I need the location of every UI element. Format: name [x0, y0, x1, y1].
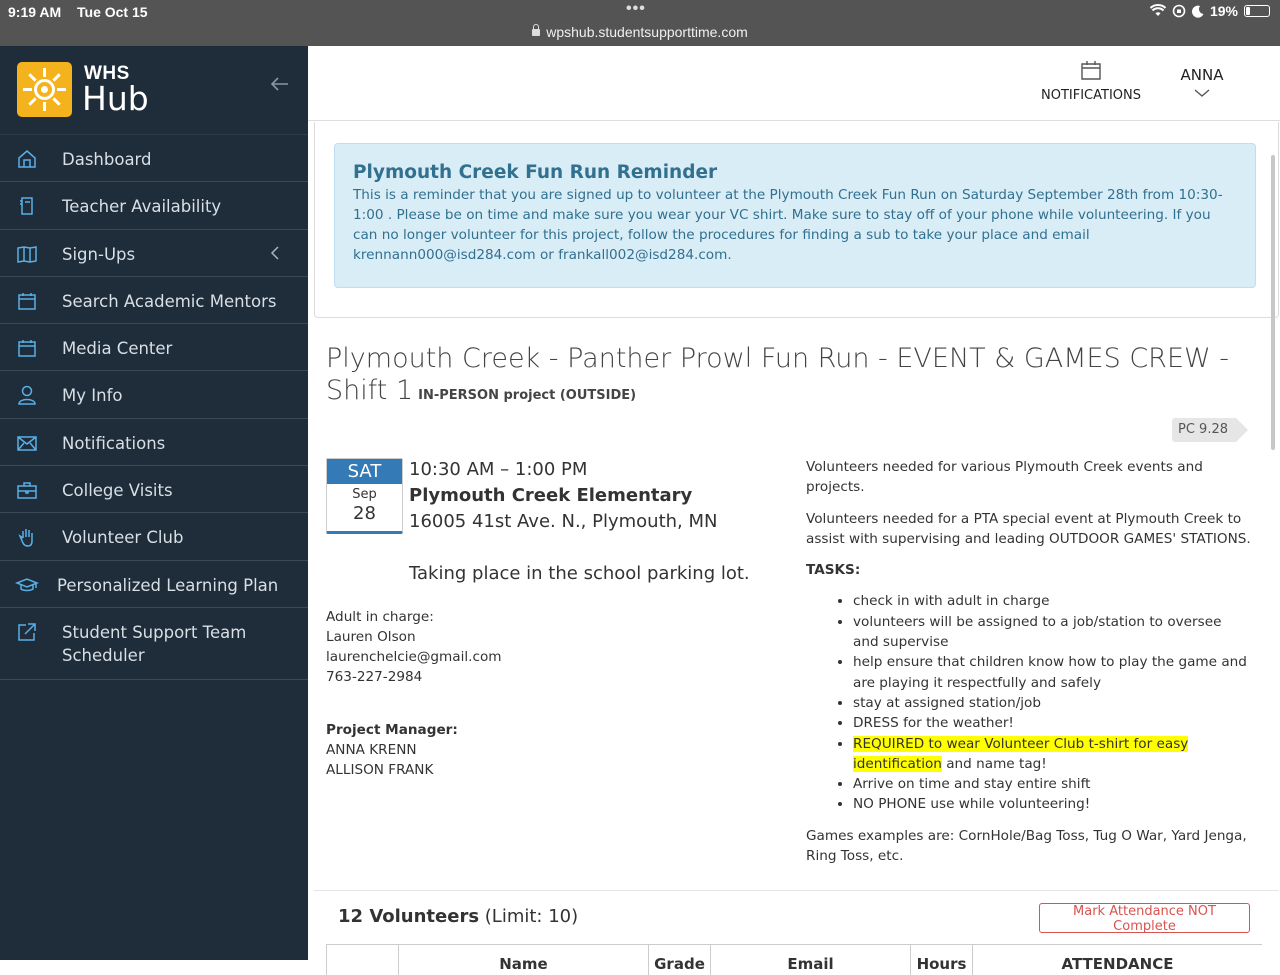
event-tag[interactable]: PC 9.28 [1172, 418, 1236, 442]
adult-in-charge [326, 607, 502, 687]
sidebar-item-label: Dashboard [62, 150, 152, 169]
project-manager [326, 720, 458, 780]
sun-logo-icon[interactable] [17, 62, 72, 117]
notifications-button[interactable] [1041, 60, 1141, 103]
volunteers-table [326, 944, 1262, 973]
sidebar-item-label: My Info [62, 386, 123, 406]
status-bar [0, 0, 1280, 46]
user-name: ANNA [1180, 66, 1224, 84]
event-title: Plymouth Creek - Panther Prowl Fun Run - EVENT & GAMES CREW - Shift 1 [326, 343, 1230, 406]
date-badge-month: Sep [352, 487, 377, 502]
chevron-down-icon[interactable] [1193, 87, 1211, 99]
envelope-icon [16, 432, 38, 454]
mark-attendance-button[interactable]: Mark Attendance NOT Complete [1039, 903, 1250, 933]
user-menu[interactable] [1178, 66, 1226, 103]
sidebar-item-label: College Visits [62, 481, 173, 501]
date-badge-day: SAT [327, 459, 402, 484]
document-icon [16, 195, 38, 217]
task-item [853, 734, 1251, 775]
event-location: Plymouth Creek Elementary [409, 485, 693, 506]
sidebar-item-label: Sign-Ups [62, 244, 136, 264]
sidebar-item-label: Personalized Learning Plan [57, 575, 279, 595]
hand-icon [16, 526, 38, 548]
briefcase-icon [16, 479, 38, 501]
column-header [327, 945, 399, 975]
event-description [806, 457, 1251, 877]
multitask-dots-icon[interactable]: ••• [626, 0, 646, 17]
tasks-heading: TASKS: [806, 562, 861, 579]
column-header[interactable]: Email [711, 945, 911, 975]
collapse-sidebar-arrow-icon[interactable] [268, 72, 292, 96]
brand-name-bottom: Hub [82, 79, 149, 118]
date-badge-date: 28 [353, 503, 376, 524]
task-item: • Arrive on time and stay entire shift [853, 774, 1251, 794]
book-icon [16, 243, 38, 265]
clock-time: 9:19 AM [8, 4, 62, 20]
adult-name: Lauren Olson [326, 629, 416, 645]
highlighted-task-text: REQUIRED to wear Volunteer Club t-shirt for easy identification [853, 735, 1189, 772]
scrollbar[interactable] [1271, 155, 1275, 450]
tasks-list [853, 591, 1251, 814]
sidebar-item-label: Notifications [62, 433, 166, 453]
address-bar[interactable] [0, 24, 1280, 40]
sidebar-item-notifications[interactable] [0, 419, 308, 466]
sidebar-item-dashboard[interactable] [0, 135, 308, 182]
alert-card [314, 122, 1279, 318]
alert-title: Plymouth Creek Fun Run Reminder [353, 162, 718, 183]
description-paragraph: Volunteers needed for a PTA special event at Plymouth Creek to assist with supervising and leading OUTDOOR GAMES' STATIONS. [806, 510, 1251, 547]
lock-icon [532, 29, 540, 36]
sidebar-nav [0, 135, 308, 680]
games-examples: Games examples are: CornHole/Bag Toss, Tug O War, Yard Jenga, Ring Toss, etc. [806, 827, 1247, 865]
sidebar-item-label: Student Support Team Scheduler [62, 622, 247, 665]
calendar-icon [16, 290, 38, 312]
user-icon [16, 384, 38, 406]
sidebar-item-volunteer-club[interactable] [0, 513, 308, 560]
reminder-alert [334, 143, 1256, 288]
event-title-block [326, 343, 1271, 407]
sidebar-item-sign-ups[interactable] [0, 230, 308, 277]
task-text: and name tag! [941, 755, 1047, 772]
task-item: • stay at assigned station/job [853, 693, 1251, 713]
sidebar-item-label: Teacher Availability [62, 197, 222, 217]
battery-percent: 19% [1209, 3, 1238, 19]
event-time: 10:30 AM – 1:00 PM [409, 459, 588, 480]
external-link-icon [16, 621, 38, 643]
moon-icon [1192, 5, 1204, 18]
chevron-left-icon[interactable] [269, 244, 281, 262]
column-header[interactable]: ATTENDANCE [973, 945, 1263, 975]
sidebar-item-teacher-availability[interactable] [0, 182, 308, 229]
adult-phone: 763-227-2984 [326, 669, 423, 685]
calendar-icon [1080, 60, 1102, 80]
pm-label: Project Manager: [326, 722, 458, 738]
home-icon [16, 148, 38, 170]
url-text: wpshub.studentsupporttime.com [546, 24, 748, 40]
event-address: 16005 41st Ave. N., Plymouth, MN [409, 511, 718, 532]
top-header [308, 46, 1280, 121]
column-header[interactable]: Grade [649, 945, 711, 975]
volunteer-count-label: 12 Volunteers [338, 906, 480, 927]
volunteer-limit: (Limit: 10) [484, 906, 579, 927]
pm-name: ANNA KRENN [326, 742, 417, 758]
event-subtitle: IN-PERSON project (OUTSIDE) [418, 388, 637, 403]
brand-name-top: WHS [84, 63, 130, 84]
table-header-row [327, 945, 1263, 975]
pm-name: ALLISON FRANK [326, 762, 434, 778]
calendar-icon [16, 337, 38, 359]
orientation-lock-icon [1172, 4, 1186, 18]
task-item: • volunteers will be assigned to a job/station to oversee and supervise [853, 612, 1251, 653]
main-content [308, 122, 1280, 973]
task-item: • DRESS for the weather! [853, 713, 1251, 733]
sidebar-item-search-academic-mentors[interactable] [0, 277, 308, 324]
sidebar [0, 46, 308, 960]
sidebar-item-label: Media Center [62, 339, 173, 359]
battery-icon [1244, 5, 1270, 17]
brand [0, 46, 308, 135]
description-paragraph: Volunteers needed for various Plymouth Creek events and projects. [806, 459, 1203, 496]
adult-email: laurenchelcie@gmail.com [326, 649, 502, 665]
sidebar-item-label: Volunteer Club [62, 528, 184, 548]
alert-body: This is a reminder that you are signed up to volunteer at the Plymouth Creek Fun Run on Saturday September 28th from 10:30-1:00 . Please be on time and make sure you wear your VC shirt. Make sure to stay off of your phone while volunteering. If you can no longer volunteer for this project, follow the procedures for finding a sub to take your place and email krennann000@isd284.com or frankall002@isd284.com. [353, 187, 1223, 263]
wifi-icon [1150, 5, 1166, 17]
sidebar-item-my-info[interactable] [0, 371, 308, 418]
sidebar-item-label: Search Academic Mentors [62, 291, 277, 311]
sidebar-item-college-visits[interactable] [0, 466, 308, 513]
date-badge [326, 458, 403, 534]
adult-label: Adult in charge: [326, 609, 434, 625]
event-place-note: Taking place in the school parking lot. [409, 563, 750, 584]
sidebar-item-media-center[interactable] [0, 324, 308, 371]
status-indicators [1150, 3, 1270, 19]
sidebar-item-personalized-learning-plan[interactable] [0, 561, 308, 608]
sidebar-item-student-support-team-scheduler[interactable] [0, 608, 308, 680]
section-divider [314, 890, 1279, 891]
task-item: • NO PHONE use while volunteering! [853, 794, 1251, 814]
volunteer-count [338, 906, 578, 927]
task-item: • help ensure that children know how to play the game and are playing it respectfully and safely [853, 652, 1251, 693]
column-header[interactable]: Hours [911, 945, 973, 975]
column-header[interactable]: Name [399, 945, 649, 975]
task-item: • check in with adult in charge [853, 591, 1251, 611]
graduation-cap-icon [16, 574, 38, 596]
notifications-label: NOTIFICATIONS [1041, 88, 1141, 103]
clock-date: Tue Oct 15 [77, 4, 148, 20]
